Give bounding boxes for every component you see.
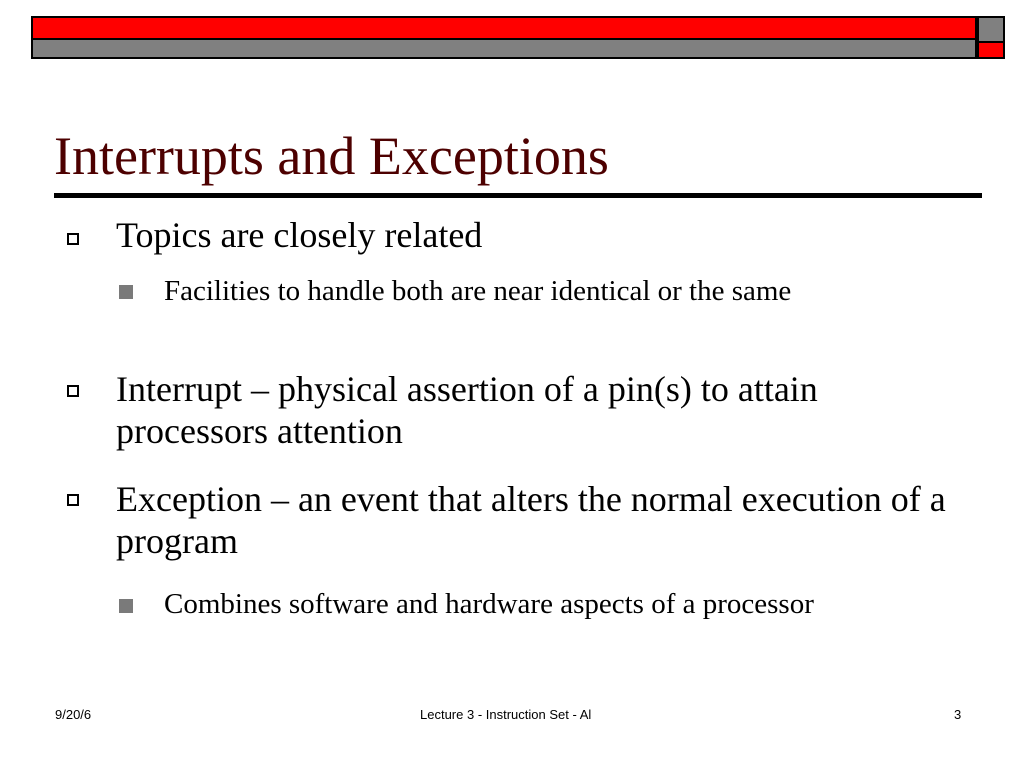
slide-title: Interrupts and Exceptions: [54, 126, 609, 186]
bullet-level1: Interrupt – physical assertion of a pin(s) to attain processors attention: [116, 369, 818, 451]
footer-page-number: 3: [954, 707, 962, 722]
footer-date: 9/20/6: [55, 707, 92, 722]
hollow-square-bullet-icon: [67, 494, 79, 506]
footer-title: Lecture 3 - Instruction Set - Al: [420, 707, 592, 722]
hollow-square-bullet-icon: [67, 233, 79, 245]
filled-square-bullet-icon: [119, 285, 133, 299]
header-corner-red: [977, 43, 1005, 59]
hollow-square-bullet-icon: [67, 385, 79, 397]
header-band-gray: [31, 40, 977, 59]
bullet-level2: Combines software and hardware aspects of a processor: [164, 588, 814, 620]
bullet-level1: Topics are closely related: [116, 215, 483, 255]
header-band-red: [31, 16, 977, 40]
bullet-level2: Facilities to handle both are near identical or the same: [164, 275, 792, 307]
header-corner-gray: [977, 16, 1005, 43]
title-underline: [54, 193, 982, 198]
bullet-level1: Exception – an event that alters the normal execution of a program: [116, 479, 946, 561]
filled-square-bullet-icon: [119, 599, 133, 613]
